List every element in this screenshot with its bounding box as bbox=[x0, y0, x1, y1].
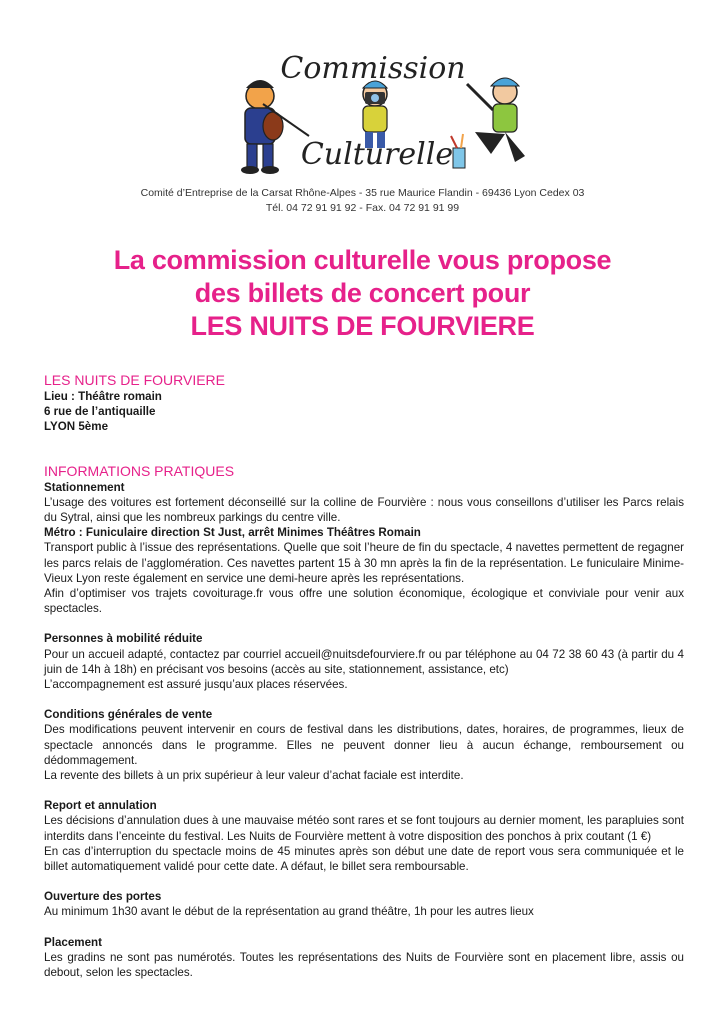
cancel-text: Les décisions d’annulation dues à une mauvaise météo sont rares et se font toujours au dernier moment, les parapluies sont interdits dans l’enceinte du festival. Les Nuits de Fourvière mettent à votre disposition des ponchos à prix coutant (1 €) bbox=[44, 814, 684, 843]
violinist-illustration bbox=[241, 80, 309, 174]
venue-street: 6 rue de l’antiquaille bbox=[44, 405, 156, 419]
cancel-text-2: En cas d’interruption du spectacle moins de 45 minutes après son début une date de report vous sera communiquée et le billet automatiquement validé pour cette date. A défaut, le billet sera remboursable. bbox=[44, 844, 684, 874]
carpool-text: Afin d’optimiser vos trajets covoiturage.fr vous offre une solution économique, écologique et conviviale pour venir aux spectacles. bbox=[44, 587, 684, 616]
metro-text: Transport public à l’issue des représentations. Quelle que soit l’heure de fin du spectacle, 4 navettes permettent de regagner les parcs relais de l’agglomération. Ces navettes partent 15 à 30 mn après la fin de la représentation. Le funiculaire Minime-Vieux Lyon reste également en service une demi-heure après les représentations. bbox=[44, 541, 684, 585]
painter-illustration bbox=[451, 78, 525, 168]
venue-section-title: LES NUITS DE FOURVIERE bbox=[44, 372, 226, 388]
metro-title: Métro : Funiculaire direction St Just, arrêt Minimes Théâtres Romain bbox=[44, 526, 421, 540]
logo-title-line1: Commission bbox=[280, 51, 466, 86]
headline-line3: LES NUITS DE FOURVIERE bbox=[190, 311, 535, 341]
headline-line2: des billets de concert pour bbox=[194, 278, 531, 308]
parking-text: L’usage des voitures est fortement déconseillé sur la colline de Fourvière : nous vous conseillons d’utiliser les Parcs relais du Sytral, ainsi que les nombreux parkings du centre ville. bbox=[44, 495, 684, 525]
doors-text: Au minimum 1h30 avant le début de la représentation au grand théâtre, 1h pour les autres lieux bbox=[44, 905, 534, 919]
mobility-text: Pour un accueil adapté, contactez par courriel accueil@nuitsdefourviere.fr ou par téléphone au 04 72 38 60 43 (à partir du 4 juin de 14h à 18h) en précisant vos besoins (accès au site, stationnement, assistance, etc) bbox=[44, 647, 684, 676]
header-address: Comité d’Entreprise de la Carsat Rhône-Alpes - 35 rue Maurice Flandin - 69436 Lyon Cedex 03 bbox=[140, 187, 585, 199]
doors-title: Ouverture des portes bbox=[44, 890, 162, 904]
seating-title: Placement bbox=[44, 935, 102, 949]
header-phone: Tél. 04 72 91 91 92 - Fax. 04 72 91 91 99 bbox=[265, 202, 460, 214]
mobility-title: Personnes à mobilité réduite bbox=[44, 632, 203, 646]
mobility-text-2: L’accompagnement est assuré jusqu’aux places réservées. bbox=[44, 678, 348, 692]
cancel-title: Report et annulation bbox=[44, 799, 157, 813]
commission-culturelle-logo bbox=[205, 44, 540, 179]
document-body bbox=[44, 372, 684, 980]
page-headline bbox=[0, 244, 725, 343]
sales-text-2: La revente des billets à un prix supérieur à leur valeur d’achat faciale est interdite. bbox=[44, 769, 464, 783]
sales-text: Des modifications peuvent intervenir en cours de festival dans les distributions, dates, horaires, de programmes, lieux de spectacle annoncés dans le programme. Elles ne peuvent donner lieu à aucun échange, remboursement ou dédommagement. bbox=[44, 723, 684, 767]
parking-title: Stationnement bbox=[44, 480, 125, 494]
sales-title: Conditions générales de vente bbox=[44, 708, 213, 722]
venue-city: LYON 5ème bbox=[44, 420, 109, 434]
headline-line1: La commission culturelle vous propose bbox=[113, 245, 612, 275]
logo-title-line2: Culturelle bbox=[300, 137, 454, 172]
venue-place: Lieu : Théâtre romain bbox=[44, 390, 162, 403]
seating-text: Les gradins ne sont pas numérotés. Toutes les représentations des Nuits de Fourvière sont en placement libre, assis ou debout, selon les spectacles. bbox=[44, 950, 684, 980]
info-section-title: INFORMATIONS PRATIQUES bbox=[44, 462, 235, 479]
